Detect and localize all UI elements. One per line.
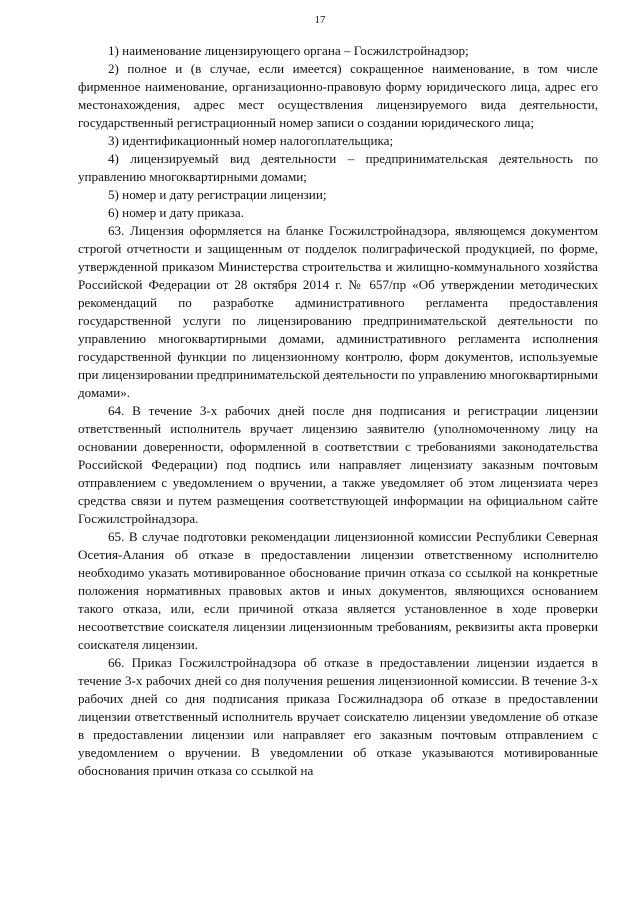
page-number: 17 <box>314 14 326 26</box>
paragraph-item-1-agency-name: 1) наименование лицензирующего органа – Госжилстройнадзор; <box>108 43 469 58</box>
document-body <box>78 42 598 780</box>
paragraph-item-5-license-number: 5) номер и дату регистрации лицензии; <box>108 187 327 202</box>
paragraph-item-6-order-number: 6) номер и дату приказа. <box>108 205 244 220</box>
paragraph-63: 63. Лицензия оформляется на бланке Госжилстройнадзора, являющемся документом строгой отчетности и защищенным от подделок полиграфической продукцией, по форме, утвержденной приказом Министерства строительства и жилищно-коммунального хозяйства Российской Федерации от 28 октября 2014 г. № 657/пр «Об утверждении методических рекомендаций по разработке административного регламента предоставления государственной услуги по лицензированию предпринимательской деятельности по управлению многоквартирными домами, административного регламента исполнения государственной функции по лицензионному контролю, форм документов, используемые при лицензировании предпринимательской деятельности по управлению многоквартирными домами». <box>78 223 598 400</box>
paragraph-66: 66. Приказ Госжилстройнадзора об отказе в предоставлении лицензии издается в течение 3-х рабочих дней со дня получения решения лицензионной комиссии. В течение 3-х рабочих дней со дня подписания приказа Госжилнадзора об отказе в предоставлении лицензии ответственный исполнитель вручает соискателю лицензии уведомление об отказе в предоставлении лицензии или направляет его заказным почтовым отправлением с уведомлением о вручении. В уведомлении об отказе указываются мотивированные обоснования причин отказа со ссылкой на <box>78 655 598 778</box>
paragraph-item-2-legal-entity-name: 2) полное и (в случае, если имеется) сокращенное наименование, в том числе фирменное наименование, организационно-правовую форму юридического лица, адрес его местонахождения, адрес мест осуществления лицензируемого вида деятельности, государственный регистрационный номер записи о создании юридического лица; <box>78 61 598 130</box>
paragraph-64: 64. В течение 3-х рабочих дней после дня подписания и регистрации лицензии ответственный исполнитель вручает лицензию заявителю (уполномоченному лицу на основании доверенности, оформленной в соответствии с требованиями законодательства Российской Федерации) под подпись или направляет лицензиату заказным почтовым отправлением с уведомлением о вручении, а также уведомляет об этом лицензиата через средства связи и путем размещения соответствующей информации на официальном сайте Госжилстройнадзора. <box>78 403 598 526</box>
paragraph-item-3-tax-id: 3) идентификационный номер налогоплательщика; <box>108 133 394 148</box>
paragraph-65: 65. В случае подготовки рекомендации лицензионной комиссии Республики Северная Осетия-Алания об отказе в предоставлении лицензии ответственному исполнителю необходимо указать мотивированное обоснование причин отказа со ссылкой на конкретные положения нормативных правовых актов и иных документов, являющихся основанием такого отказа, или, если причиной отказа является установленное в ходе проверки несоответствие соискателя лицензии лицензионным требованиям, реквизиты акта проверки соискателя лицензии. <box>78 529 598 652</box>
paragraph-item-4-licensed-activity: 4) лицензируемый вид деятельности – предпринимательская деятельность по управлению многоквартирными домами; <box>78 151 598 184</box>
